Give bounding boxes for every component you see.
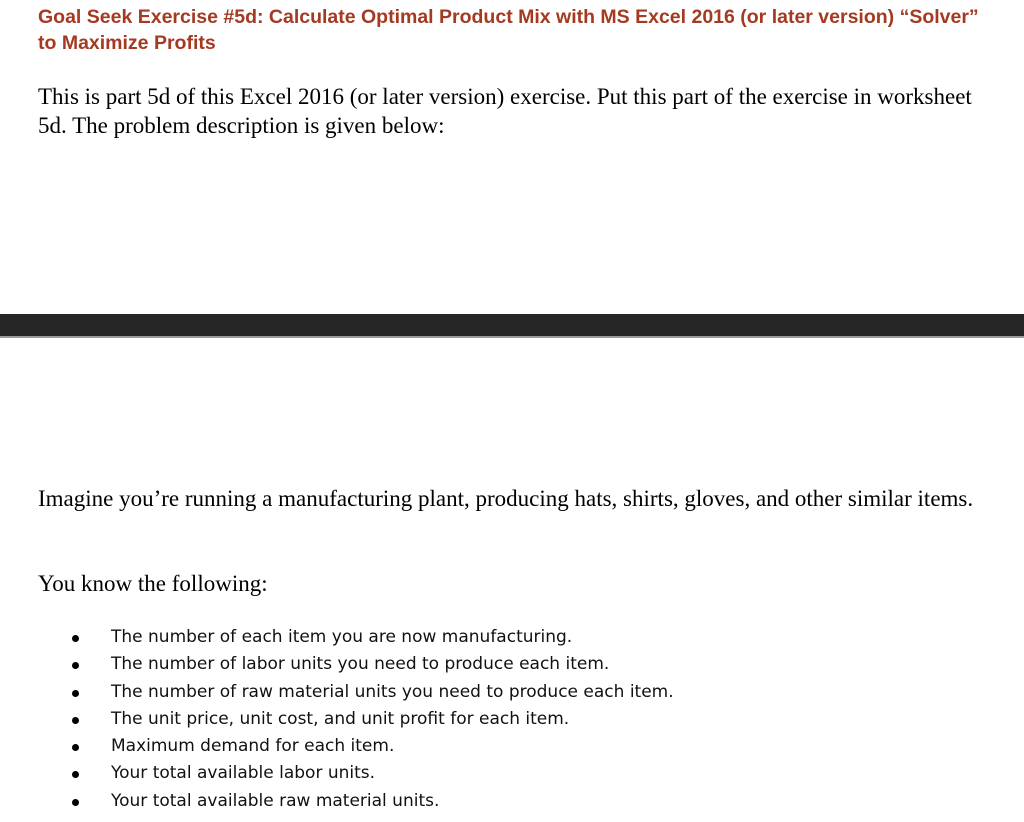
bullet-icon bbox=[72, 744, 79, 751]
list-item bbox=[0, 624, 1024, 651]
lead-in-paragraph: You know the following: bbox=[38, 571, 268, 596]
list-item bbox=[0, 651, 1024, 678]
list-item-text: The number of raw material units you need to produce each item. bbox=[111, 681, 674, 702]
list-item-text: Your total available raw material units. bbox=[111, 790, 440, 811]
bullet-icon bbox=[72, 690, 79, 697]
document-title: Goal Seek Exercise #5d: Calculate Optimal Product Mix with MS Excel 2016 (or later version) “Solver” to Maximize Profits bbox=[38, 6, 979, 54]
bullet-icon bbox=[72, 662, 79, 669]
list-item bbox=[0, 679, 1024, 706]
list-item bbox=[0, 733, 1024, 760]
list-item bbox=[0, 706, 1024, 733]
list-item-text: Maximum demand for each item. bbox=[111, 736, 395, 757]
requirements-list bbox=[0, 624, 1024, 815]
list-item-text: The number of labor units you need to produce each item. bbox=[111, 654, 610, 675]
list-item-text: The number of each item you are now manufacturing. bbox=[111, 627, 573, 647]
bullet-icon bbox=[72, 635, 79, 642]
list-item-text: The unit price, unit cost, and unit profit for each item. bbox=[111, 708, 570, 729]
bullet-icon bbox=[72, 771, 79, 778]
bullet-icon bbox=[72, 717, 79, 724]
scenario-paragraph: Imagine you’re running a manufacturing plant, producing hats, shirts, gloves, and other similar items. bbox=[38, 486, 974, 511]
section-divider bbox=[0, 314, 1024, 336]
list-item bbox=[0, 788, 1024, 815]
intro-paragraph: This is part 5d of this Excel 2016 (or later version) exercise. Put this part of the exercise in worksheet 5d. The problem description is given below: bbox=[38, 84, 972, 138]
section-divider-shadow bbox=[0, 336, 1024, 338]
list-item bbox=[0, 760, 1024, 787]
list-item-text: Your total available labor units. bbox=[111, 763, 376, 784]
bullet-icon bbox=[72, 799, 79, 806]
